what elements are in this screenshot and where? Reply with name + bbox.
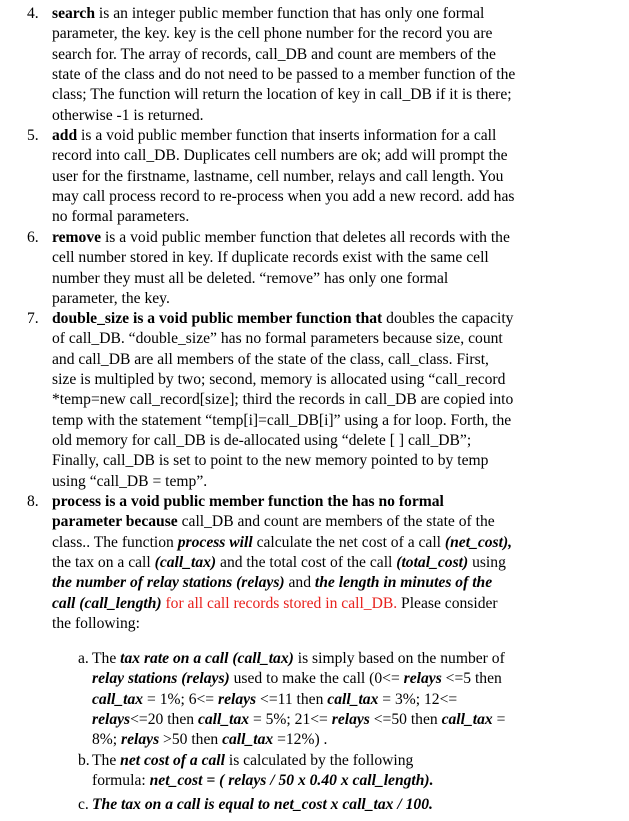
text-run: old memory for call_DB is de-allocated using “delete [ ] call_DB”;: [52, 432, 472, 450]
text-run: parameter because: [52, 513, 178, 531]
text-run: relays: [331, 711, 370, 729]
text-run: using “call_DB = temp”.: [52, 472, 208, 490]
sub-item-text: [92, 795, 572, 815]
text-line: [52, 24, 600, 44]
text-run: >50 then: [159, 731, 223, 749]
text-run: =12%) .: [273, 731, 328, 749]
text-line: [52, 167, 600, 187]
text-line: [52, 4, 600, 24]
text-run: call (call_length): [52, 594, 162, 612]
text-line: [92, 690, 572, 710]
text-line: [52, 390, 600, 410]
text-run: is simply based on the number of: [293, 650, 505, 667]
item-number: 5.: [27, 127, 39, 144]
text-run: (total_cost): [396, 554, 469, 572]
item-text: [52, 309, 600, 492]
text-run: = 3%; 12<=: [378, 690, 458, 708]
text-run: the length in minutes of the: [314, 574, 493, 592]
text-line: [92, 649, 572, 669]
item-text: [52, 126, 600, 228]
text-line: [52, 106, 600, 126]
text-line: [52, 614, 600, 634]
text-run: relays: [403, 670, 442, 688]
text-run: user for the firstname, lastname, cell number, relays and call length. You: [52, 167, 504, 185]
text-line: [52, 553, 600, 573]
text-run: call_DB and count are members of the state of the: [177, 513, 495, 531]
text-run: The: [92, 650, 121, 667]
text-run: call_tax: [441, 711, 493, 729]
text-run: 8%;: [92, 731, 122, 749]
text-run: of call_DB. “double_size” has no formal parameters because size, count: [52, 330, 503, 348]
text-run: and: [284, 574, 315, 592]
text-run: process will: [177, 533, 253, 551]
text-run: search for. The array of records, call_DB and count are members of the: [52, 45, 496, 63]
text-run: the following:: [52, 615, 140, 633]
text-run: may call process record to re-process when you add a new record. add has: [52, 188, 515, 206]
text-line: [92, 751, 572, 771]
text-run: Please consider: [397, 594, 498, 612]
text-line: [92, 795, 572, 815]
text-run: tax rate on a call (call_tax): [120, 650, 294, 667]
text-run: call_tax: [327, 690, 379, 708]
text-run: *temp=new call_record[size]; third the records in call_DB are copied into: [52, 391, 514, 409]
text-line: [52, 207, 600, 227]
text-run: (call_tax): [154, 554, 217, 572]
text-run: is a void public member function that deletes all records with the: [101, 229, 510, 246]
text-run: is calculated by the following: [224, 752, 414, 769]
text-run: relay stations (relays): [92, 670, 230, 688]
sub-item-letter: c.: [78, 796, 89, 813]
text-line: [52, 492, 600, 512]
text-line: [52, 472, 600, 492]
text-run: <=50 then: [369, 711, 442, 729]
text-run: class; The function will return the location of key in call_DB if it is there;: [52, 86, 512, 104]
text-run: doubles the capacity: [382, 310, 514, 327]
text-run: add: [52, 127, 78, 144]
text-run: <=11 then: [256, 690, 328, 708]
text-run: calculate the net cost of a call: [252, 533, 445, 551]
text-run: class.. The function: [52, 533, 178, 551]
text-line: [52, 187, 600, 207]
text-run: net_cost = ( relays / 50 x 0.40 x call_length).: [149, 772, 434, 790]
text-run: relays: [92, 711, 131, 729]
text-run: cell number stored in key. If duplicate records exist with the same cell: [52, 249, 489, 267]
sub-item-text: [92, 649, 572, 751]
text-line: [52, 573, 600, 593]
sub-item-text: [92, 751, 572, 792]
text-run: The tax on a call is equal to net_cost x call_tax / 100.: [92, 796, 433, 813]
text-run: call_tax: [222, 731, 274, 749]
item-text: [52, 228, 600, 309]
text-run: (net_cost),: [444, 533, 513, 551]
text-run: call_tax: [197, 711, 250, 729]
item-number: 7.: [27, 310, 39, 327]
text-run: net cost of a call: [120, 752, 225, 769]
text-line: [52, 370, 600, 390]
text-line: [52, 85, 600, 105]
text-run: size is multipled by two; second, memory is allocated using “call_record: [52, 371, 506, 389]
text-line: [52, 65, 600, 85]
text-line: [52, 309, 600, 329]
text-run: parameter, the key.: [52, 290, 170, 308]
text-run: otherwise -1 is returned.: [52, 106, 204, 124]
text-run: search: [52, 5, 96, 22]
text-line: [52, 289, 600, 309]
text-run: temp with the statement “temp[i]=call_DB[i]” using a for loop. Forth, the: [52, 411, 512, 429]
item-text: [52, 492, 600, 634]
text-run: = 5%; 21<=: [249, 711, 332, 729]
text-run: <=20 then: [130, 711, 198, 729]
text-run: process is a void public member function the has no formal: [52, 493, 444, 510]
text-line: [52, 451, 600, 471]
text-line: [52, 411, 600, 431]
text-line: [92, 771, 572, 791]
text-line: [52, 45, 600, 65]
item-number: 8.: [27, 493, 39, 510]
item-number: 6.: [27, 229, 39, 246]
text-run: relays: [218, 690, 257, 708]
text-line: [92, 710, 572, 730]
text-run: used to make the call (0<=: [229, 670, 404, 688]
text-run: record into call_DB. Duplicates cell numbers are ok; add will prompt the: [52, 147, 508, 165]
text-run: is an integer public member function that has only one formal: [95, 5, 485, 22]
text-line: [52, 533, 600, 553]
text-run: and call_DB are all members of the state of the class, call_class. First,: [52, 350, 489, 368]
text-run: and the total cost of the call: [216, 554, 397, 572]
text-run: using: [468, 554, 506, 572]
text-line: [52, 329, 600, 349]
text-run: for all call records stored in call_DB.: [161, 594, 398, 612]
sub-item-letter: b.: [78, 752, 90, 769]
text-run: <=5 then: [441, 670, 502, 688]
text-run: no formal parameters.: [52, 208, 190, 226]
text-run: number they must all be deleted. “remove” has only one formal: [52, 269, 449, 287]
text-run: parameter, the key. key is the cell phone number for the record you are: [52, 25, 493, 43]
text-line: [52, 431, 600, 451]
text-run: formula:: [92, 772, 150, 790]
text-line: [52, 512, 600, 532]
text-run: the tax on a call: [52, 554, 155, 572]
sub-item-letter: a.: [78, 650, 89, 667]
text-line: [52, 146, 600, 166]
text-line: [52, 594, 600, 614]
text-run: = 1%; 6<=: [143, 690, 219, 708]
text-line: [52, 248, 600, 268]
item-number: 4.: [27, 5, 39, 22]
text-line: [52, 228, 600, 248]
text-line: [52, 269, 600, 289]
text-run: call_tax: [92, 690, 144, 708]
text-run: remove: [52, 229, 102, 246]
text-line: [52, 126, 600, 146]
text-run: Finally, call_DB is set to point to the new memory pointed to by temp: [52, 452, 489, 470]
text-line: [52, 350, 600, 370]
text-line: [92, 730, 572, 750]
text-run: =: [492, 711, 506, 729]
text-run: state of the class and do not need to be passed to a member function of the: [52, 66, 516, 84]
text-run: the number of relay stations (relays): [52, 574, 285, 592]
text-run: double_size is a void public member function that: [52, 310, 383, 327]
text-line: [92, 669, 572, 689]
text-run: is a void public member function that inserts information for a call: [77, 127, 497, 144]
item-text: [52, 4, 600, 126]
text-run: relays: [121, 731, 160, 749]
text-run: The: [92, 752, 121, 769]
